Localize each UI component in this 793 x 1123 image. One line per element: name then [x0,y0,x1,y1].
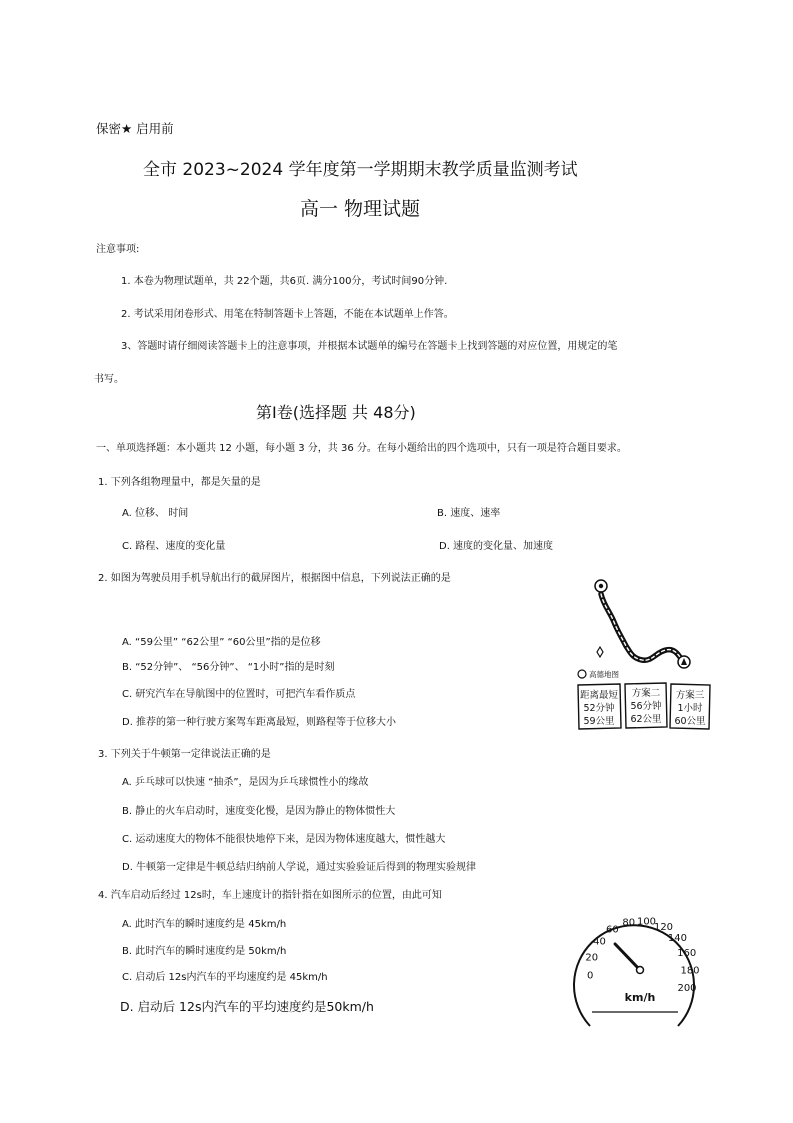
note-item-1: 1. 本卷为物理试题单，共 22个题，共6页. 满分100分，考试时间90分钟. [121,276,448,287]
confidential-label: 保密★ 启用前 [96,121,174,136]
route-1-distance: 59公里 [583,716,615,727]
question-2-option-d: D. 推荐的第一种行驶方案驾车距离最短，则路程等于位移大小 [122,717,397,728]
speed-tick-label: 80 [622,917,636,929]
route-3-title: 方案三 [675,690,705,701]
speed-tick-label: 140 [667,932,687,944]
navigation-figure [570,572,720,737]
question-2-option-a: A. “59公里” “62公里” “60公里”指的是位移 [122,637,321,648]
speed-unit-label: km/h [624,991,656,1004]
compass-icon [597,647,603,657]
note-item-3-continued: 书写。 [94,374,124,385]
note-item-2: 2. 考试采用闭卷形式、用笔在特制答题卡上答题，不能在本试题单上作答。 [121,309,454,320]
speed-tick-label: 180 [680,965,700,977]
exam-title: 全市 2023~2024 学年度第一学期期末教学质量监测考试 [143,160,578,180]
question-2-option-b: B. “52分钟”、 “56分钟”、 “1小时”指的是时刻 [122,662,335,673]
note-item-3: 3、答题时请仔细阅读答题卡上的注意事项，并根据本试题单的编号在答题卡上找到答题的对应位置，用规定的笔 [121,341,618,352]
question-2-stem: 2. 如图为驾驶员用手机导航出行的截屏图片，根据图中信息，下列说法正确的是 [98,573,451,584]
speedometer-figure [568,898,700,1038]
question-1-option-b: B. 速度、速率 [437,508,501,519]
map-logo-icon [578,670,586,678]
section-instruction: 一、单项选择题：本小题共 12 小题，每小题 3 分，共 36 分。在每小题给出的四个选项中，只有一项是符合题目要求。 [96,443,627,454]
speed-tick-label: 40 [593,936,606,948]
question-4-option-b: B. 此时汽车的瞬时速度约是 50km/h [122,946,287,957]
question-4-option-c: C. 启动后 12s内汽车的平均速度约是 45km/h [122,972,328,983]
route-2-distance: 62公里 [630,714,662,725]
route-3-distance: 60公里 [674,716,706,727]
speed-tick-label: 0 [587,970,594,982]
section-title: 第Ⅰ卷(选择题 共 48分) [256,403,416,422]
speedometer-hub [637,967,644,974]
question-1-option-d: D. 速度的变化量、加速度 [439,541,554,552]
question-1-option-a: A. 位移、 时间 [122,508,189,519]
route-2-title: 方案二 [631,688,661,699]
route-card-3 [670,684,710,729]
question-3-stem: 3. 下列关于牛顿第一定律说法正确的是 [98,749,271,760]
speed-tick-label: 60 [606,924,619,936]
question-1-stem: 1. 下列各组物理量中，都是矢量的是 [98,477,261,488]
map-label: 高德地图 [589,670,619,679]
question-3-option-d: D. 牛顿第一定律是牛顿总结归纳前人学说，通过实验验证后得到的物理实验规律 [122,862,477,873]
subject-title: 高一 物理试题 [300,198,421,220]
question-4-option-a: A. 此时汽车的瞬时速度约是 45km/h [122,919,287,930]
speed-tick-label: 200 [677,983,697,995]
route-card-1 [578,684,621,729]
speed-tick-label: 20 [585,952,599,964]
question-3-option-b: B. 静止的火车启动时，速度变化慢，是因为静止的物体惯性大 [122,806,396,817]
question-1-option-c: C. 路程、速度的变化量 [122,541,226,552]
question-2-option-c: C. 研究汽车在导航图中的位置时，可把汽车看作质点 [122,689,356,700]
route-1-time: 52分钟 [583,703,615,714]
notes-heading: 注意事项: [96,244,140,255]
speed-tick-label: 160 [677,948,697,960]
speed-tick-label: 120 [653,921,674,933]
speedometer-needle [615,944,640,970]
question-4-stem: 4. 汽车启动后经过 12s时，车上速度计的指针指在如图所示的位置，由此可知 [98,890,442,901]
route-3-time: 1小时 [677,703,703,714]
route-card-2 [625,683,667,728]
route-2-time: 56分钟 [630,701,662,712]
question-3-option-a: A. 乒乓球可以快速 “抽杀”，是因为乒乓球惯性小的缘故 [122,777,369,788]
question-4-option-d: D. 启动后 12s内汽车的平均速度约是50km/h [120,999,374,1014]
question-3-option-c: C. 运动速度大的物体不能很快地停下来，是因为物体速度越大，惯性越大 [122,834,446,845]
route-1-title: 距离最短 [579,690,619,701]
speed-tick-label: 100 [636,916,657,928]
